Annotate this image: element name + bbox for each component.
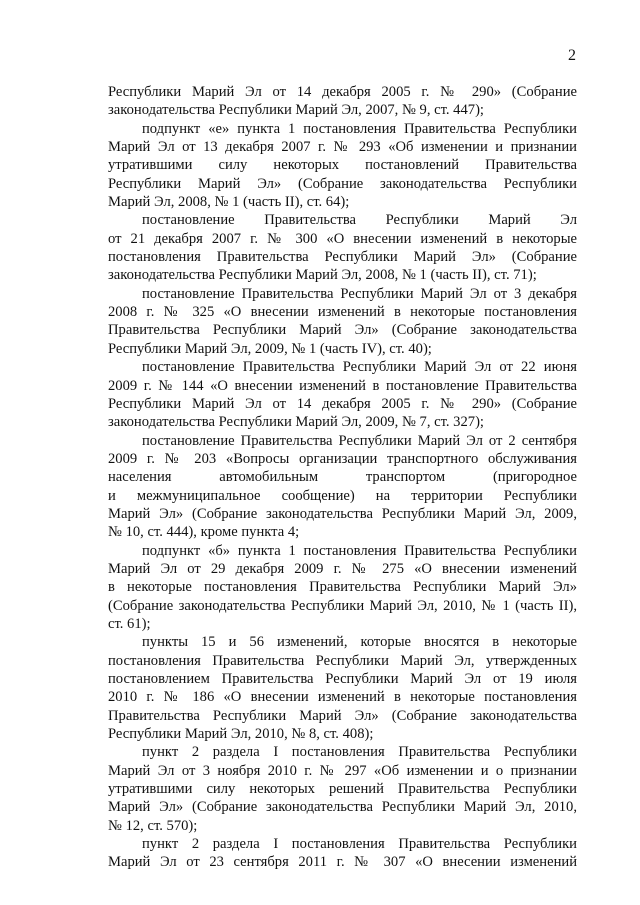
text-line: постановление Правительства Республики Марий Эл от 2 сентября (142, 432, 577, 449)
text-line: и межмуниципальное сообщение) на территории Республики (108, 487, 577, 504)
text-line: 2009 г. № 144 «О внесении изменений в постановление Правительства (108, 377, 577, 394)
text-line: Марий Эл от 23 сентября 2011 г. № 307 «О внесении изменений (108, 854, 577, 871)
text-line: Марий Эл от 29 декабря 2009 г. № 275 «О внесении изменений (108, 560, 577, 577)
text-line: Марий Эл» (Собрание законодательства Республики Марий Эл, 2010, (108, 799, 577, 816)
text-line: утратившими силу некоторых постановлений Правительства (108, 157, 577, 174)
text-line: законодательства Республики Марий Эл, 2008, № 1 (часть II), ст. 71); (108, 267, 537, 284)
text-line: подпункт «е» пункта 1 постановления Правительства Республики (142, 120, 577, 137)
text-line: Правительства Республики Марий Эл» (Собрание законодательства (108, 707, 577, 724)
text-line: (Собрание законодательства Республики Марий Эл, 2010, № 1 (часть II), (108, 597, 577, 614)
text-line: законодательства Республики Марий Эл, 2007, № 9, ст. 447); (108, 102, 484, 119)
text-line: Марий Эл, 2008, № 1 (часть II), ст. 64); (108, 194, 350, 211)
text-line: Республики Марий Эл, 2009, № 1 (часть IV), ст. 40); (108, 340, 432, 357)
text-line: Марий Эл» (Собрание законодательства Республики Марий Эл, 2009, (108, 505, 577, 522)
text-line: населения автомобильным транспортом (пригородное (108, 469, 577, 486)
text-line: постановления Правительства Республики Марий Эл» (Собрание (108, 249, 577, 266)
text-line: Республики Марий Эл, 2010, № 8, ст. 408); (108, 726, 374, 743)
text-line: № 12, ст. 570); (108, 817, 198, 834)
text-line: постановлением Правительства Республики Марий Эл от 19 июля (108, 671, 577, 687)
text-line: пункт 2 раздела I постановления Правительства Республики (142, 744, 577, 761)
text-line: постановления Правительства Республики Марий Эл, утвержденных (108, 652, 577, 669)
text-line: Республики Марий Эл» (Собрание законодательства Республики (108, 175, 577, 192)
text-line: Правительства Республики Марий Эл» (Собрание законодательства (108, 322, 577, 339)
text-line: 2009 г. № 203 «Вопросы организации транспортного обслуживания (108, 450, 577, 467)
text-line: подпункт «б» пункта 1 постановления Правительства Республики (142, 542, 577, 559)
text-line: Республики Марий Эл от 14 декабря 2005 г. № 290» (Собрание (108, 84, 577, 100)
text-line: № 10, ст. 444), кроме пункта 4; (108, 524, 300, 541)
text-line: Марий Эл от 13 декабря 2007 г. № 293 «Об изменении и признании (108, 139, 577, 156)
text-line: постановление Правительства Республики Марий Эл от 3 декабря (142, 285, 577, 302)
text-line: в некоторые постановления Правительства Республики Марий Эл» (108, 579, 577, 596)
text-line: законодательства Республики Марий Эл, 2009, № 7, ст. 327); (108, 414, 484, 431)
text-line: пункты 15 и 56 изменений, которые вносятся в некоторые (142, 634, 577, 651)
text-line: пункт 2 раздела I постановления Правительства Республики (142, 836, 577, 853)
text-line: постановление Правительства Республики Марий Эл от 22 июня (142, 359, 577, 376)
text-line: Марий Эл от 3 ноября 2010 г. № 297 «Об изменении и о признании (108, 762, 577, 779)
text-line: ст. 61); (108, 615, 151, 632)
text-line: 2008 г. № 325 «О внесении изменений в некоторые постановления (108, 304, 577, 321)
page-number: 2 (568, 47, 576, 64)
text-line: постановление Правительства Республики Марий Эл (142, 212, 577, 229)
document-body (108, 83, 577, 872)
text-line: Республики Марий Эл от 14 декабря 2005 г. № 290» (Собрание (108, 395, 577, 412)
text-line: утратившими силу некоторых решений Правительства Республики (108, 781, 577, 798)
text-line: 2010 г. № 186 «О внесении изменений в некоторые постановления (108, 689, 577, 706)
text-line: от 21 декабря 2007 г. № 300 «О внесении изменений в некоторые (108, 230, 577, 247)
